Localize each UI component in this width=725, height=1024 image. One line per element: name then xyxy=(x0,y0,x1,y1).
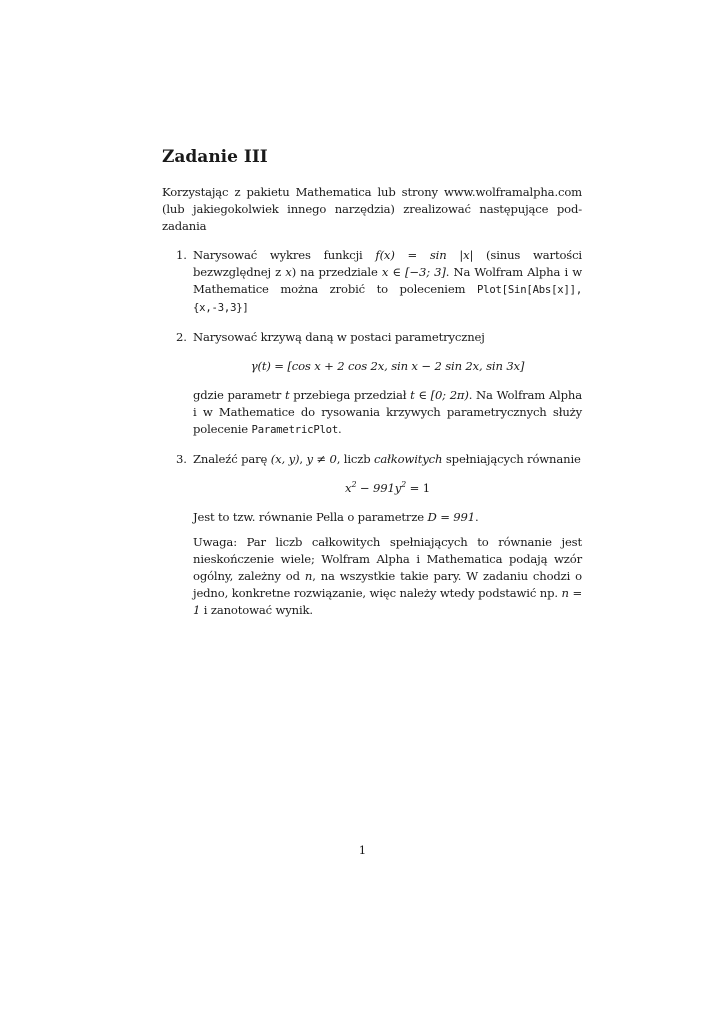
item-text: Narysować krzywą daną w postaci parametrycznej xyxy=(193,330,485,344)
list-item xyxy=(162,247,582,317)
page-number: 1 xyxy=(358,843,367,857)
code-snippet: ParametricPlot xyxy=(251,424,339,436)
inline-math: D = 991 xyxy=(427,510,475,524)
inline-math: x ∈ [−3; 3] xyxy=(381,265,446,279)
item-text-continued: gdzie parametr t przebiega przedział t ∈ [0; 2π). Na Wolfram Alpha i w Mathematice do rysowania krzywych parametrycznych służy polecenie ParametricPlot. xyxy=(193,388,582,436)
item-number: 1. xyxy=(176,248,187,262)
inline-math: t ∈ [0; 2π) xyxy=(410,388,469,402)
inline-math: n = 1 xyxy=(193,586,583,617)
pell-equation: $x^2 - 991y^2 = 1$ xyxy=(345,480,430,495)
item-number: 2. xyxy=(176,330,187,344)
code-snippet: Plot[Sin[Abs[x]],{x,-3,3}] xyxy=(193,284,582,314)
item-text: Znaleźć parę (x, y), y ≠ 0, liczb całkowitych spełniających równanie xyxy=(193,452,581,466)
item-text: Narysować wykres funkcji f(x) = sin |x| (sinus wartości bezwzględnej z x) na przedziale x ∈ [−3; 3]. Na Wolfram Alpha i w Mathematice można zrobić to poleceniem Plot[Sin[Abs[x]],{x,-3,3}] xyxy=(193,248,582,314)
list-item xyxy=(162,329,582,439)
inline-math: (x, y) xyxy=(270,452,300,466)
display-formula: γ(t) = [cos x + 2 cos 2x, sin x − 2 sin 2x, sin 3x] xyxy=(250,359,525,373)
note-paragraph: Uwaga: Par liczb całkowitych spełniających to równanie jest nieskończenie wiele; Wolfram Alpha i Mathematica podają wzór ogólny, zależny od n, na wszystkie takie pary. W zadaniu chodzi o jedno, konkretne rozwiązanie, więc należy wtedy podstawić np. n = 1 i zanotować wynik. xyxy=(193,535,583,617)
inline-math: y ≠ 0 xyxy=(306,452,337,466)
inline-math: n xyxy=(304,569,313,583)
emphasis: całkowitych xyxy=(374,452,443,466)
section-title: Zadanie III xyxy=(162,147,268,167)
pell-paragraph: Jest to tzw. równanie Pella o parametrze D = 991. xyxy=(193,510,479,524)
inline-math: t xyxy=(284,388,290,402)
list-item xyxy=(162,451,582,619)
item-number: 3. xyxy=(176,452,187,466)
task-list xyxy=(162,247,582,619)
inline-math: f(x) = sin |x| xyxy=(375,248,474,262)
inline-math: x xyxy=(285,265,292,279)
document-page xyxy=(162,146,582,631)
intro-paragraph: Korzystając z pakietu Mathematica lub strony www.wolframalpha.com (lub jakiegokolwiek innego narzędzia) zrealizować następujące pod-zadania xyxy=(162,185,582,233)
